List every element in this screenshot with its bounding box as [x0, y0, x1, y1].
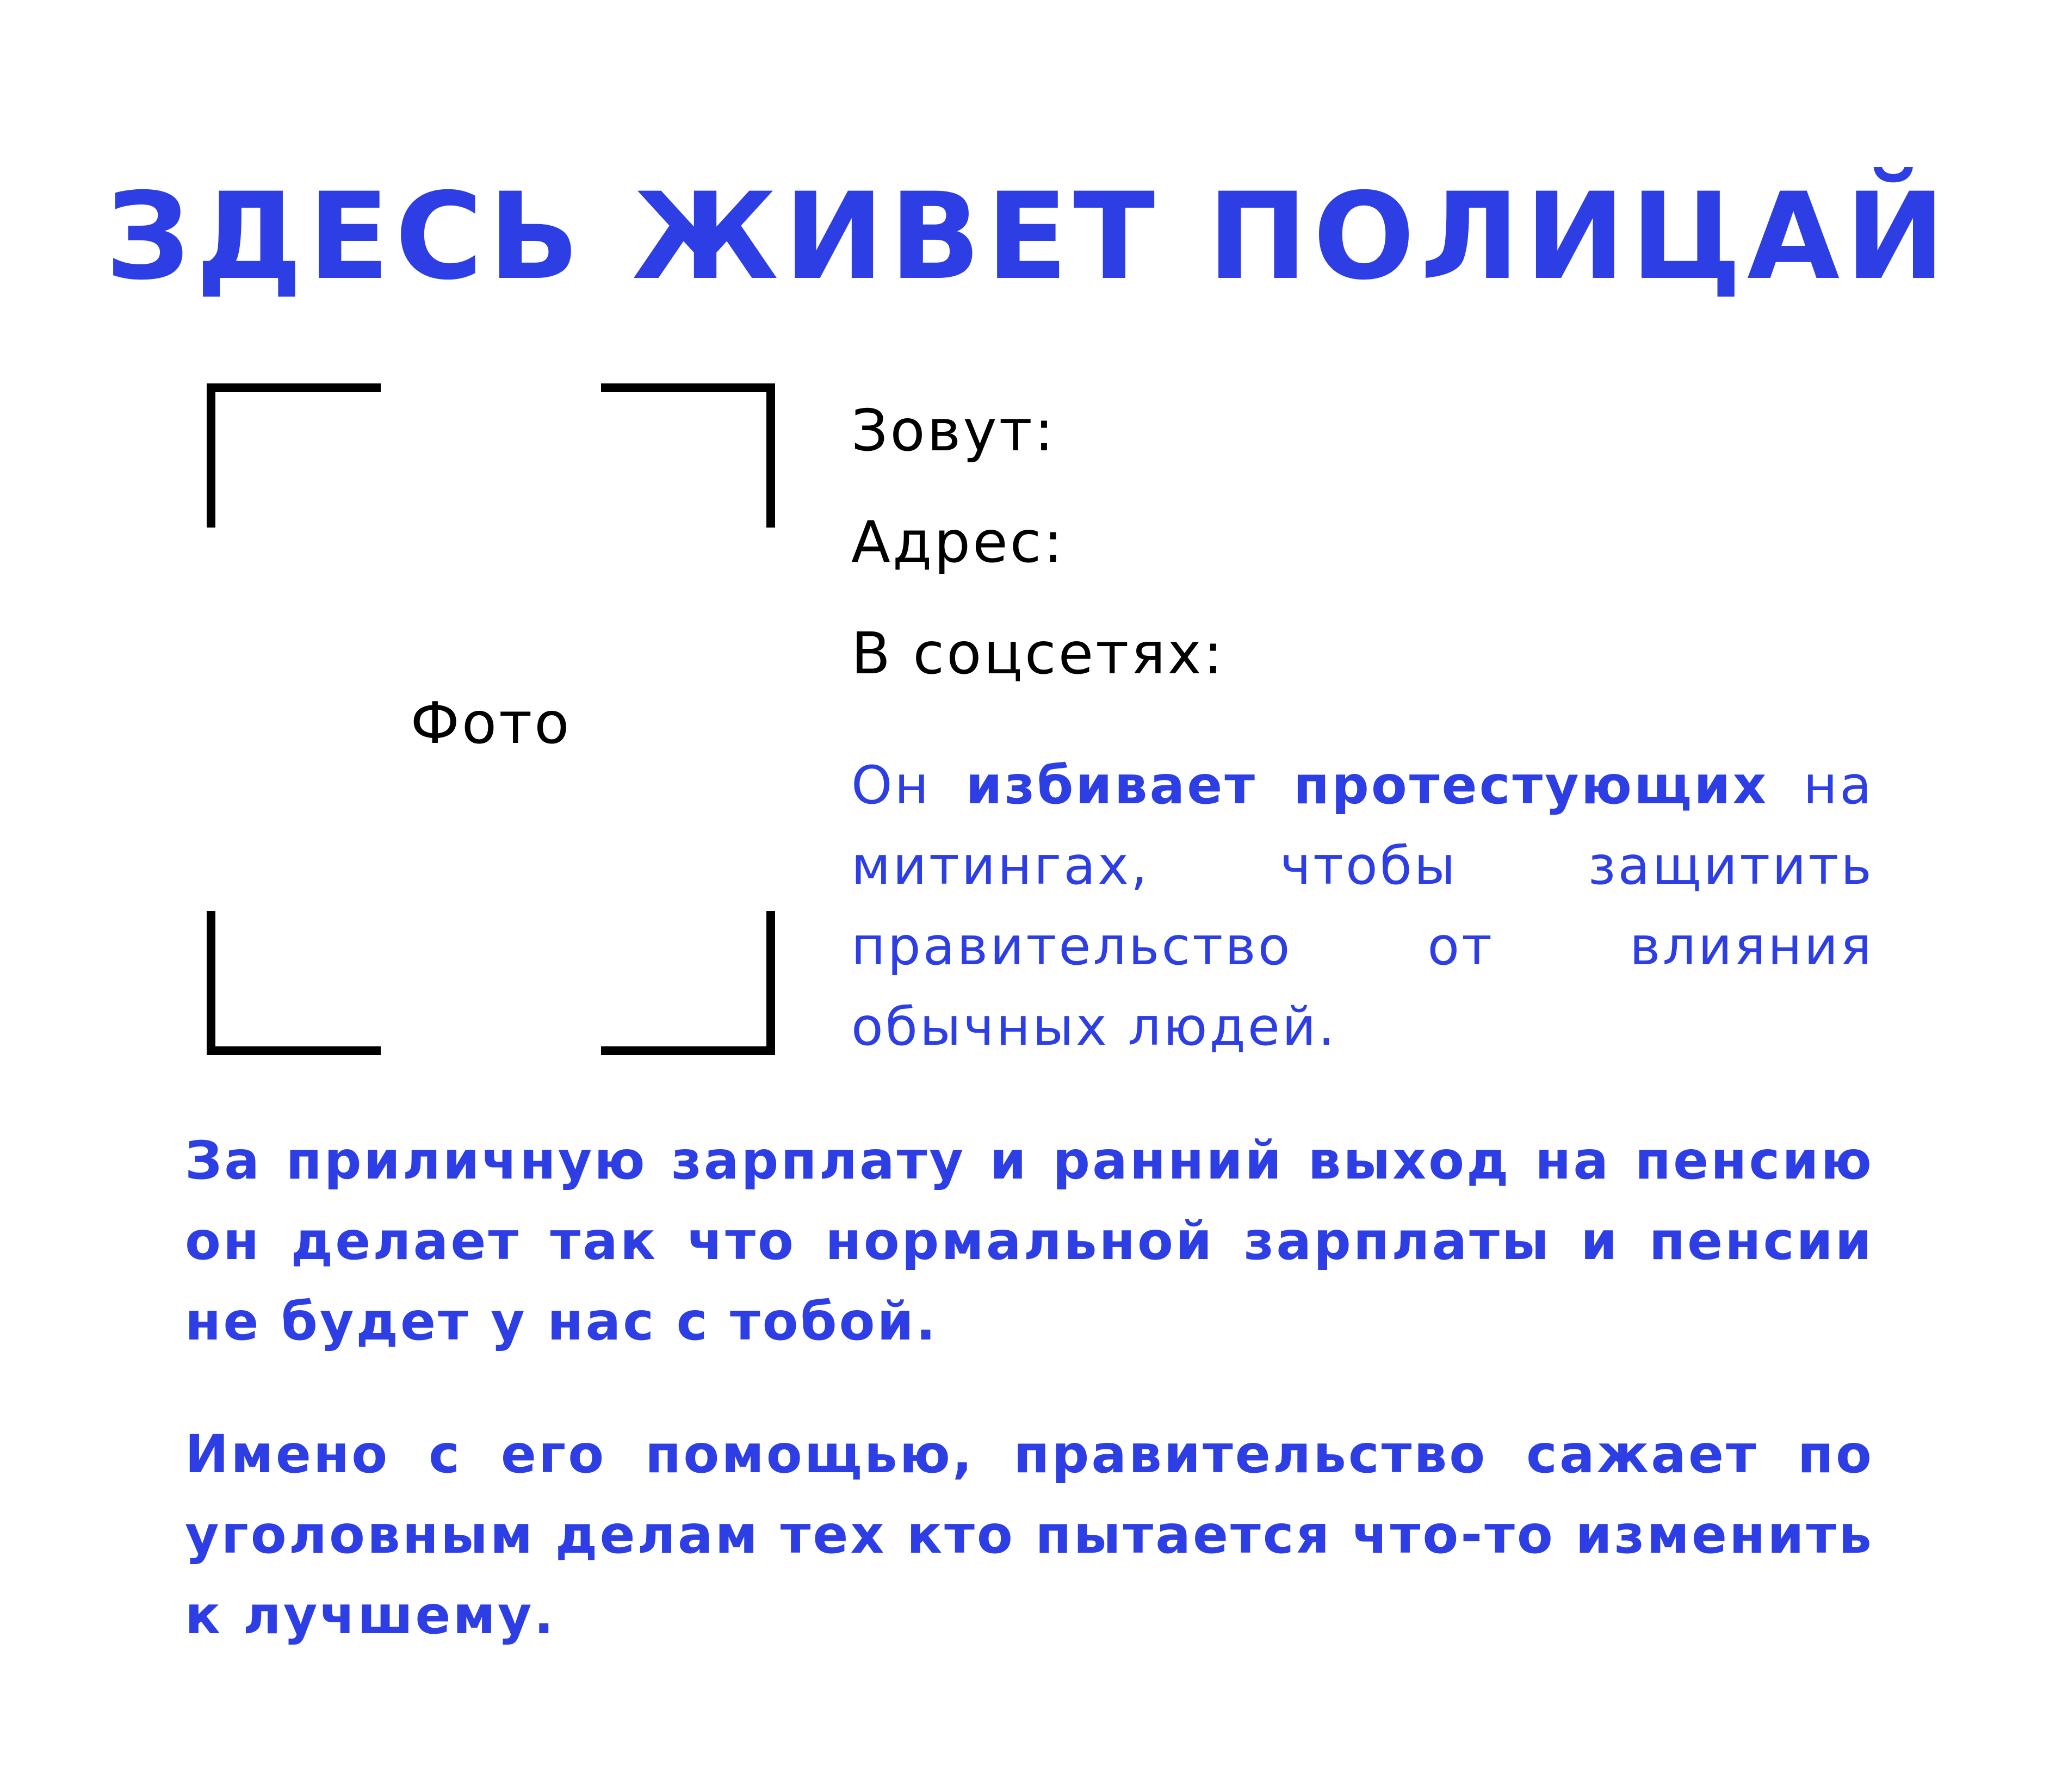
salary-paragraph: За приличную зарплату и ранний выход на пенсию он делает так что нормальной зарплаты и пенсии не будет у нас с тобой. [185, 1130, 1874, 1352]
page-title: ЗДЕСЬ ЖИВЕТ ПОЛИЦАЙ [105, 167, 1951, 306]
paragraph-lead: Он [851, 755, 966, 816]
address-field-label: Адрес: [851, 509, 1065, 575]
paragraph-rest: на митингах, чтобы защитить правительство от влияния обычных людей. [851, 755, 1874, 1057]
frame-corner-bottom-right [601, 911, 775, 1055]
social-field-label: В соцсетях: [851, 621, 1225, 687]
photo-label: Фото [410, 690, 572, 757]
prosecution-paragraph: Имено с его помощью, правительство сажает по уголовным делам тех кто пытается что-то изменить к лучшему. [185, 1424, 1874, 1646]
photo-placeholder [207, 383, 775, 1055]
info-fields [851, 375, 1225, 710]
description-paragraph [851, 745, 1874, 1067]
frame-corner-bottom-left [207, 911, 381, 1055]
frame-corner-top-left [207, 383, 381, 528]
paragraph-emphasis: избивает протестующих [965, 755, 1769, 816]
frame-corner-top-right [601, 383, 775, 528]
name-field-label: Зовут: [851, 398, 1056, 464]
